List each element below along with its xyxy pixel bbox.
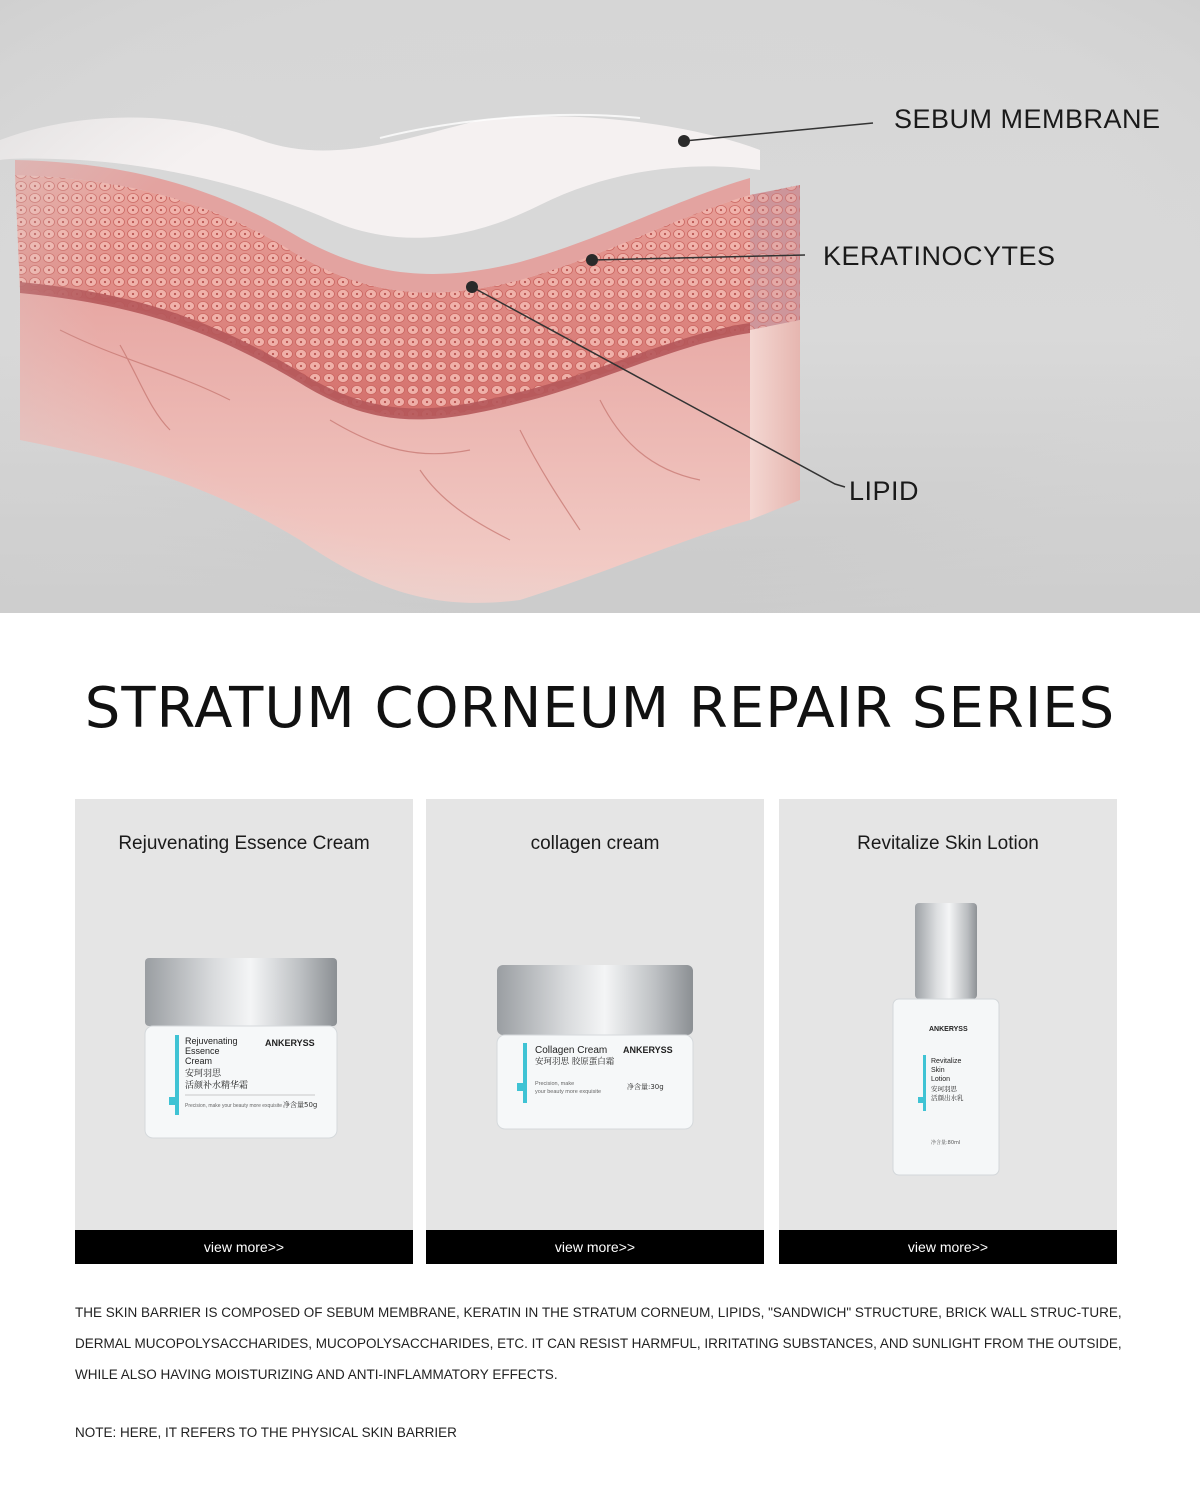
essence-cream-jar-image: [143, 956, 343, 1146]
svg-text:活颜出水乳: 活颜出水乳: [931, 1094, 964, 1102]
svg-text:Precision, make your beauty mo: Precision, make your beauty more exquisite: [185, 1103, 282, 1109]
svg-text:Collagen Cream: Collagen Cream: [535, 1045, 608, 1056]
label-lipid: LIPID: [849, 476, 920, 506]
svg-text:Lotion: Lotion: [931, 1076, 951, 1083]
label-sebum-membrane: SEBUM MEMBRANE: [894, 104, 1161, 134]
label-keratinocytes: KERATINOCYTES: [823, 241, 1056, 271]
product-name: Revitalize Skin Lotion: [857, 833, 1039, 854]
svg-text:Rejuvenating: Rejuvenating: [185, 1036, 238, 1046]
collagen-cream-jar-image: [495, 963, 695, 1133]
product-card-rejuvenating-essence-cream[interactable]: [75, 799, 413, 1264]
svg-text:Precision, make: Precision, make: [535, 1081, 575, 1087]
view-more-button[interactable]: view more>>: [75, 1230, 413, 1264]
lipid-callout-dot: [466, 281, 478, 293]
svg-text:Cream: Cream: [185, 1056, 213, 1066]
product-name: Rejuvenating Essence Cream: [118, 833, 370, 854]
svg-text:your beauty more exquisite: your beauty more exquisite: [535, 1089, 602, 1095]
keratinocytes-callout-dot: [586, 254, 598, 266]
svg-text:安珂羽思 胶原蛋白霜: 安珂羽思 胶原蛋白霜: [535, 1057, 615, 1067]
skin-cross-section-illustration: [0, 0, 1200, 613]
sebum-callout-dot: [678, 135, 690, 147]
svg-text:活颜补水精华霜: 活颜补水精华霜: [185, 1081, 249, 1091]
svg-text:净含量:30g: 净含量:30g: [627, 1083, 664, 1091]
svg-text:Essence: Essence: [185, 1046, 220, 1056]
svg-text:安珂羽思: 安珂羽思: [185, 1069, 222, 1079]
skin-barrier-description: THE SKIN BARRIER IS COMPOSED OF SEBUM MEMBRANE, KERATIN IN THE STRATUM CORNEUM, LIPIDS, "SANDWICH" STRUCTURE, BRICK WALL STRUC-TURE, DERMAL MUCOPOLYSACCHARIDES, MUCOPOLYSACCHARIDES, ETC. IT CAN RESIST HARMFUL, IRRITATING SUBSTANCES, AND SUNLIGHT FROM THE OUTSIDE, WHILE ALSO HAVING MOISTURIZING AND ANTI-INFLAMMATORY EFFECTS.: [75, 1305, 1122, 1382]
svg-text:ANKERYSS: ANKERYSS: [623, 1045, 673, 1055]
svg-text:ANKERYSS: ANKERYSS: [929, 1026, 968, 1033]
product-card-revitalize-skin-lotion[interactable]: [779, 799, 1117, 1264]
skin-barrier-note: NOTE: HERE, IT REFERS TO THE PHYSICAL SKIN BARRIER: [75, 1425, 457, 1440]
svg-text:Revitalize: Revitalize: [931, 1058, 962, 1065]
svg-text:安珂羽思: 安珂羽思: [931, 1085, 957, 1093]
product-card-collagen-cream[interactable]: [426, 799, 764, 1264]
series-title: STRATUM CORNEUM REPAIR SERIES: [84, 676, 1116, 741]
skin-lotion-bottle-image: [891, 901, 1001, 1181]
skin-layer-diagram: [0, 0, 1200, 613]
product-name: collagen cream: [530, 833, 660, 854]
svg-text:净含量:80ml: 净含量:80ml: [931, 1140, 961, 1146]
view-more-button[interactable]: view more>>: [779, 1230, 1117, 1264]
view-more-button[interactable]: view more>>: [426, 1230, 764, 1264]
svg-text:Skin: Skin: [931, 1067, 945, 1074]
svg-text:净含量50g: 净含量50g: [283, 1101, 318, 1109]
svg-text:ANKERYSS: ANKERYSS: [265, 1038, 315, 1048]
